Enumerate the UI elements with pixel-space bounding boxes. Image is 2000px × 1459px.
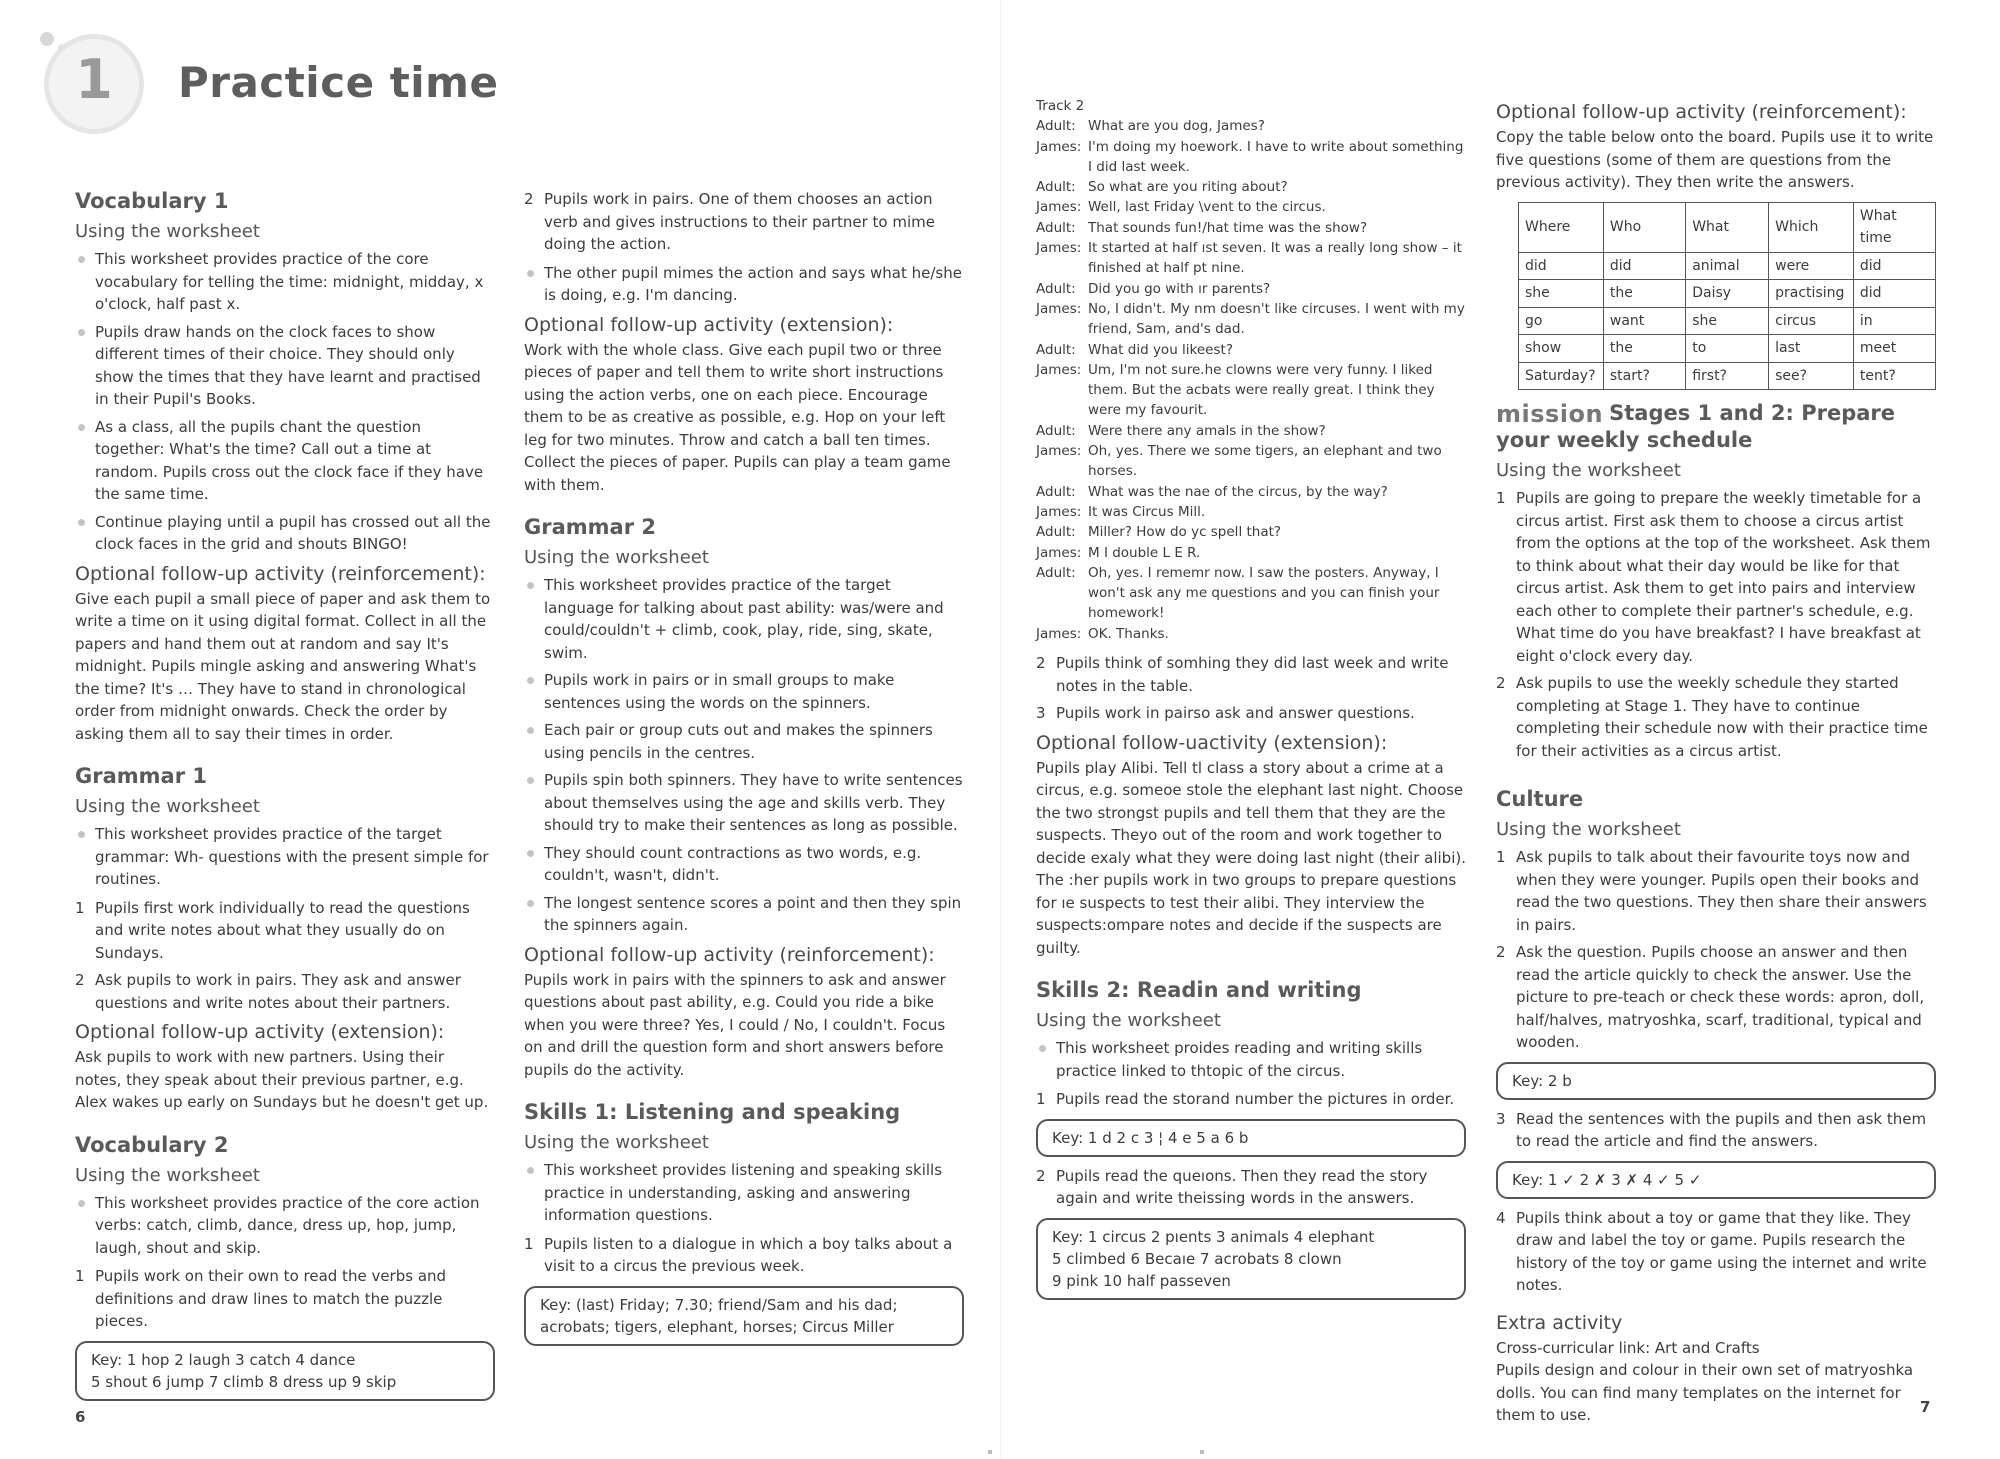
utterance: Miller? How do yc spell that? (1088, 524, 1282, 541)
table-cell: practising (1769, 280, 1854, 308)
list-item (75, 969, 495, 1014)
item-text: Pupils think of somhing they did last week and write notes in the table. (1056, 654, 1449, 695)
list-item (1036, 1088, 1466, 1111)
item-number: 2 (1036, 654, 1046, 673)
bullet-list (1036, 1037, 1466, 1082)
list-item: Pupils spin both spinners. They have to write sentences about themselves using the age and skills verb. They should try to make their sentences as long as possible. (524, 769, 964, 837)
speaker: James: (1036, 625, 1082, 642)
table-cell: Who (1603, 202, 1685, 252)
optional-activity-text: Pupils work in pairs with the spinners to ask and answer questions about past ability, e.g. Could you ride a bike when you were three? Yes, I could / No, I couldn't. Focus on and drill the question form and short answers before pupils do the activity. (524, 970, 946, 1079)
dialogue-line (1036, 543, 1466, 563)
list-item: Pupils work in pairs or in small groups to make sentences using the words on the spinners. (524, 669, 964, 714)
dialogue-line (1036, 624, 1466, 644)
table-cell: did (1519, 252, 1604, 280)
numbered-list (1036, 1165, 1466, 1210)
table-cell: go (1519, 307, 1604, 335)
list-item (75, 897, 495, 965)
item-number: 2 (75, 971, 85, 989)
speaker: James: (1036, 443, 1082, 460)
column-1 (75, 188, 495, 1409)
dialogue-line (1036, 299, 1466, 340)
mission-title (1496, 400, 1936, 453)
numbered-list (75, 1265, 495, 1333)
list-item (1496, 1108, 1936, 1153)
utterance: What was the nae of the circus, by the way? (1088, 483, 1388, 500)
speaker: James: (1036, 503, 1082, 520)
key-line: Key: 1 circus 2 pıents 3 animals 4 elephant (1052, 1227, 1375, 1246)
table-cell: Saturday? (1519, 362, 1604, 390)
table-cell: were (1769, 252, 1854, 280)
track-transcript (1036, 96, 1466, 644)
table-cell: she (1519, 280, 1604, 308)
key-line: 9 pink 10 half passeven (1052, 1271, 1231, 1290)
column-3 (1036, 96, 1466, 1308)
list-item (1496, 1207, 1936, 1297)
speaker: Adult: (1036, 483, 1076, 500)
item-number: 3 (1496, 1109, 1506, 1128)
speaker: James: (1036, 138, 1082, 155)
table-cell: animal (1686, 252, 1769, 280)
speaker: James: (1036, 361, 1082, 378)
item-number: 3 (1036, 704, 1046, 723)
dialogue-line (1036, 360, 1466, 421)
list-item: This worksheet provides practice of the core vocabulary for telling the time: midnight, midday, x o'clock, half past x. (75, 248, 495, 316)
optional-activity-title: Optional follow-up activity (extension): (75, 1021, 445, 1043)
dialogue-line (1036, 563, 1466, 624)
list-item: Pupils draw hands on the clock faces to show different times of their choice. They should only show the times that they have learnt and practised in their Pupil's Books. (75, 321, 495, 411)
optional-activity-title: Optional follow-up activity (reinforcement): (75, 562, 486, 585)
page-fold (1000, 0, 1001, 1459)
dialogue-line (1036, 197, 1466, 217)
table-cell: start? (1603, 362, 1685, 390)
numbered-list (1496, 1108, 1936, 1153)
optional-activity-text: Pupils play Alibi. Tell tl class a story about a crime at a circus, e.g. someoe stole the elephant last night. Choose the two strongst pupils and tell them that they are the suspects. Theyo out of the room and work together to decide exaly what they were doing last night (their alibi). The :her pupils work in two groups to prepare questions for ıe suspects to test their alibi. They interview the suspects:ompare notes and decide if the suspects are guilty. (1036, 758, 1466, 957)
table-cell: Daisy (1686, 280, 1769, 308)
unit-number: 1 (75, 48, 113, 111)
answer-key-box (1496, 1062, 1936, 1100)
item-text: Pupils work in pairso ask and answer questions. (1056, 704, 1415, 723)
table-cell: show (1519, 335, 1604, 363)
item-text: Pupils first work individually to read the questions and write notes about what they usually do on Sundays. (95, 898, 470, 962)
dialogue-line (1036, 522, 1466, 542)
table-row (1519, 280, 1936, 308)
bullet-list (524, 1159, 964, 1227)
bullet-list (524, 262, 964, 307)
item-number: 1 (524, 1234, 534, 1253)
table-cell: in (1853, 307, 1935, 335)
utterance: Were there any amals in the show? (1088, 422, 1326, 439)
subsection-title: Using the worksheet (75, 796, 260, 817)
answer-key-box (1036, 1119, 1466, 1157)
section-title: Vocabulary 1 (75, 189, 229, 213)
utterance: No, I didn't. My nm doesn't like circuses. I went with my friend, Sam, and's dad. (1088, 300, 1465, 338)
list-item: They should count contractions as two words, e.g. couldn't, wasn't, didn't. (524, 842, 964, 887)
item-number: 1 (1496, 848, 1506, 866)
cross-curricular-link: Cross-curricular link: Art and Crafts (1496, 1338, 1760, 1357)
mission-logo: mission (1496, 400, 1604, 428)
unit-badge (38, 28, 150, 140)
item-text: Ask pupils to talk about their favourite toys now and when they were younger. Pupils open their books and read the two questions. They then share their answers in pairs. (1516, 848, 1927, 934)
table-cell: first? (1686, 362, 1769, 390)
table-cell: What time (1853, 202, 1935, 252)
bullet-list (524, 574, 964, 937)
speaker: James: (1036, 544, 1082, 561)
list-item (1496, 941, 1936, 1054)
bullet-list (75, 248, 495, 556)
answer-key-box (1496, 1161, 1936, 1199)
key-line: 5 shout 6 jump 7 climb 8 dress up 9 skip (91, 1372, 397, 1391)
optional-activity-text: Give each pupil a small piece of paper and ask them to write a time on it using digital format. Collect in all the papers and hand them out at random and say It's midnight. Pupils mingle asking and answering What's the time? It's … They have to stand in chronological order from midnight onwards. Check the order by asking them all to say their times in order. (75, 589, 491, 743)
speaker: Adult: (1036, 118, 1076, 135)
table-cell: did (1603, 252, 1685, 280)
table-cell: did (1853, 252, 1935, 280)
utterance: OK. Thanks. (1088, 625, 1169, 642)
utterance: So what are you riting about? (1088, 179, 1288, 196)
numbered-list (75, 897, 495, 1015)
answer-key-box (524, 1286, 964, 1346)
bullet-list (75, 1192, 495, 1260)
utterance: What did you likeest? (1088, 341, 1233, 358)
utterance: Um, I'm not sure.he clowns were very funny. I liked them. But the acbats were really great. I think they were my favourit. (1088, 361, 1435, 419)
speaker: Adult: (1036, 422, 1076, 439)
table-row (1519, 335, 1936, 363)
dialogue-line (1036, 238, 1466, 279)
dialogue-line (1036, 340, 1466, 360)
page-number: 7 (1920, 1398, 1931, 1416)
item-number: 1 (75, 898, 85, 917)
item-text: Pupils think about a toy or game that they like. They draw and label the toy or game. Pupils research the history of the toy or game using the internet and write notes. (1516, 1208, 1927, 1294)
section-title: Skills 2: Readin and writing (1036, 978, 1362, 1003)
dialogue-line (1036, 482, 1466, 502)
optional-activity-text: Ask pupils to work with new partners. Using their notes, they speak about their previous partner, e.g. Alex wakes up early on Sundays but he doesn't get up. (75, 1048, 489, 1111)
numbered-list (1496, 487, 1936, 762)
item-text: Pupils work on their own to read the verbs and definitions and draw lines to match the puzzle pieces. (95, 1267, 447, 1330)
list-item: The longest sentence scores a point and then they spin the spinners again. (524, 892, 964, 937)
speaker: Adult: (1036, 564, 1076, 581)
utterance: Did you go with ır parents? (1088, 280, 1271, 297)
numbered-list (524, 1233, 964, 1278)
utterance: Oh, yes. There we some tigers, an elephant and two horses. (1088, 443, 1442, 480)
item-text: Pupils listen to a dialogue in which a boy talks about a visit to a circus the previous week. (544, 1234, 953, 1275)
list-item: The other pupil mimes the action and says what he/she is doing, e.g. I'm dancing. (524, 262, 964, 307)
table-cell: Which (1769, 202, 1854, 252)
extra-activity-text: Pupils design and colour in their own set of matryoshka dolls. You can find many templates on the internet for them to use. (1496, 1361, 1914, 1424)
table-cell: tent? (1853, 362, 1935, 390)
list-item (524, 1233, 964, 1278)
badge-dot (40, 32, 54, 46)
list-item: Each pair or group cuts out and makes the spinners using pencils in the centres. (524, 719, 964, 764)
numbered-list (1496, 846, 1936, 1054)
utterance: Well, last Friday \vent to the circus. (1088, 199, 1326, 216)
key-line: acrobats; tigers, elephant, horses; Circus Miller (540, 1317, 894, 1336)
dialogue-line (1036, 137, 1466, 178)
item-number: 1 (1036, 1090, 1046, 1109)
list-item (1496, 846, 1936, 936)
speaker: Adult: (1036, 280, 1076, 297)
table-cell: circus (1769, 307, 1854, 335)
track-title: Track 2 (1036, 98, 1085, 114)
section-title: Culture (1496, 787, 1584, 811)
list-item: This worksheet provides practice of the core action verbs: catch, climb, dance, dress up, hop, jump, laugh, shout and skip. (75, 1192, 495, 1260)
key-line: 5 climbed 6 Becaıe 7 acrobats 8 clown (1052, 1249, 1342, 1268)
dialogue-line (1036, 279, 1466, 299)
numbered-list (1036, 1088, 1466, 1111)
subsection-title: Using the worksheet (524, 1132, 709, 1153)
table-cell: the (1603, 280, 1685, 308)
speaker: James: (1036, 199, 1082, 216)
dialogue-line (1036, 116, 1466, 136)
page-title: Practice time (178, 58, 499, 107)
utterance: I'm doing my hoework. I have to write about something I did last week. (1088, 138, 1464, 175)
list-item (1496, 672, 1936, 762)
speaker: Adult: (1036, 179, 1076, 196)
subsection-title: Using the worksheet (1036, 1010, 1221, 1032)
extra-activity-title: Extra activity (1496, 1311, 1623, 1334)
key-line: Key: 1 hop 2 laugh 3 catch 4 dance (91, 1350, 356, 1369)
item-number: 1 (1496, 489, 1506, 507)
item-text: Ask pupils to use the weekly schedule they started completing at Stage 1. They have to continue completing their schedule now with their practice time for their activities as a circus artist. (1516, 674, 1928, 760)
item-text: Pupils work in pairs. One of them chooses an action verb and gives instructions to their partner to mime doing the action. (544, 190, 935, 253)
list-item (1036, 1165, 1466, 1210)
utterance: M I double L E R. (1088, 544, 1201, 561)
print-mark (988, 1450, 992, 1454)
optional-activity-text: Copy the table below onto the board. Pupils use it to write five questions (some of them are questions from the previous activity). They then write the answers. (1496, 128, 1934, 191)
item-text: Pupils read the queıons. Then they read the story again and write theissing words in the answers. (1056, 1166, 1428, 1208)
list-item (524, 188, 964, 256)
optional-activity-title: Optional follow-up activity (extension): (524, 313, 894, 336)
utterance: Oh, yes. I rememr now. I saw the posters. Anyway, I won't ask any me questions and you can finish your homework! (1088, 564, 1440, 622)
mission-heading: Stages 1 and 2: Prepare your weekly schedule (1496, 401, 1896, 452)
dialogue-line (1036, 441, 1466, 482)
print-mark (1200, 1450, 1204, 1454)
section-title: Vocabulary 2 (75, 1132, 229, 1157)
table-cell: meet (1853, 335, 1935, 363)
section-title: Grammar 2 (524, 515, 656, 539)
table-cell: see? (1769, 362, 1854, 390)
table-cell: Where (1519, 202, 1604, 252)
bullet-list (75, 823, 495, 891)
speaker: Adult: (1036, 219, 1076, 236)
item-number: 2 (1496, 674, 1506, 692)
dialogue-line (1036, 177, 1466, 197)
answer-key-box (75, 1341, 495, 1401)
table-row (1519, 252, 1936, 280)
table-row (1519, 307, 1936, 335)
list-item: This worksheet proides reading and writing skills practice linked to thtopic of the circus. (1036, 1037, 1466, 1082)
table-row (1519, 362, 1936, 390)
key-line: Key: (last) Friday; 7.30; friend/Sam and his dad; (540, 1295, 898, 1314)
dialogue-line (1036, 502, 1466, 522)
list-item (75, 1265, 495, 1333)
item-text: Read the sentences with the pupils and then ask them to read the article and find the answers. (1516, 1109, 1927, 1150)
item-number: 2 (524, 190, 534, 208)
key-line: Key: 1 ✓ 2 ✗ 3 ✗ 4 ✓ 5 ✓ (1512, 1170, 1702, 1189)
list-item: This worksheet provides practice of the target language for talking about past ability: was/were and could/couldn't + climb, cook, play, ride, sing, skate, swim. (524, 574, 964, 664)
utterance: It started at half ıst seven. It was a really long show – it finished at half pt nine. (1088, 240, 1462, 277)
utterance: That sounds fun!/hat time was the show? (1088, 219, 1368, 236)
table-cell: the (1603, 335, 1685, 363)
item-text: Ask pupils to work in pairs. They ask and answer questions and write notes about their partners. (95, 971, 461, 1012)
list-item (1496, 487, 1936, 667)
table-cell: What (1686, 202, 1769, 252)
item-text: Ask the question. Pupils choose an answer and then read the article quickly to check the answer. Use the picture to pre-teach or check these words: apron, doll, half/halves, matryoshka, scarf, traditional, typical and wooden. (1516, 943, 1925, 1051)
subsection-title: Using the worksheet (1496, 460, 1681, 481)
list-item: This worksheet provides practice of the target grammar: Wh- questions with the present simple for routines. (75, 823, 495, 891)
numbered-list (524, 188, 964, 256)
list-item: As a class, all the pupils chant the question together: What's the time? Call out a time at random. Pupils cross out the clock face if they have the same time. (75, 416, 495, 506)
item-text: Pupils are going to prepare the weekly timetable for a circus artist. First ask them to choose a circus artist from the options at the top of the worksheet. Ask them to think about what their day would be like for that circus artist. Ask them to get into pairs and interview each other to complete their partner's schedule, e.g. What time do you have breakfast? I have breakfast at eight o'clock every day. (1516, 489, 1931, 665)
list-item (1036, 652, 1466, 697)
page-number: 6 (75, 1408, 86, 1426)
section-title: Grammar 1 (75, 764, 207, 788)
optional-activity-title: Optional follow-up activity (reinforcement): (1496, 101, 1907, 123)
column-4 (1496, 100, 1936, 1427)
utterance: What are you dog, James? (1088, 118, 1265, 135)
answer-key-box (1036, 1218, 1466, 1300)
table-cell: want (1603, 307, 1685, 335)
optional-activity-title: Optional follow-uactivity (extension): (1036, 731, 1388, 754)
speaker: James: (1036, 240, 1082, 257)
dialogue (1036, 116, 1466, 644)
list-item (1036, 702, 1466, 725)
item-number: 2 (1036, 1166, 1046, 1185)
item-number: 4 (1496, 1208, 1506, 1227)
item-text: Pupils read the storand number the pictures in order. (1056, 1090, 1455, 1109)
table-cell: last (1769, 335, 1854, 363)
table-row (1519, 202, 1936, 252)
speaker: Adult: (1036, 524, 1076, 541)
utterance: It was Circus Mill. (1088, 503, 1206, 520)
table-cell: to (1686, 335, 1769, 363)
key-line: Key: 1 d 2 c 3 ¦ 4 e 5 a 6 b (1052, 1128, 1249, 1147)
word-table (1518, 202, 1936, 391)
optional-activity-title: Optional follow-up activity (reinforcement): (524, 943, 935, 966)
column-2 (524, 188, 964, 1354)
table-cell: she (1686, 307, 1769, 335)
speaker: Adult: (1036, 341, 1076, 358)
subsection-title: Using the worksheet (524, 547, 709, 568)
subsection-title: Using the worksheet (75, 221, 260, 242)
item-number: 2 (1496, 943, 1506, 961)
section-title: Skills 1: Listening and speaking (524, 1100, 901, 1124)
list-item: Continue playing until a pupil has crossed out all the clock faces in the grid and shouts BINGO! (75, 511, 495, 556)
table-cell: did (1853, 280, 1935, 308)
list-item: This worksheet provides listening and speaking skills practice in understanding, asking and answering information questions. (524, 1159, 964, 1227)
speaker: James: (1036, 300, 1082, 317)
numbered-list (1036, 652, 1466, 725)
subsection-title: Using the worksheet (1496, 819, 1681, 840)
subsection-title: Using the worksheet (75, 1164, 260, 1186)
key-line: Key: 2 b (1512, 1071, 1572, 1090)
optional-activity-text: Work with the whole class. Give each pupil two or three pieces of paper and tell them to write short instructions using the action verbs, one on each piece. Encourage them to be as creative as possible, e.g. Hop on your left leg for two minutes. Throw and catch a ball ten times. Collect the pieces of paper. Pupils can play a team game with them. (524, 340, 951, 494)
numbered-list (1496, 1207, 1936, 1297)
item-number: 1 (75, 1267, 85, 1285)
dialogue-line (1036, 421, 1466, 441)
dialogue-line (1036, 218, 1466, 238)
